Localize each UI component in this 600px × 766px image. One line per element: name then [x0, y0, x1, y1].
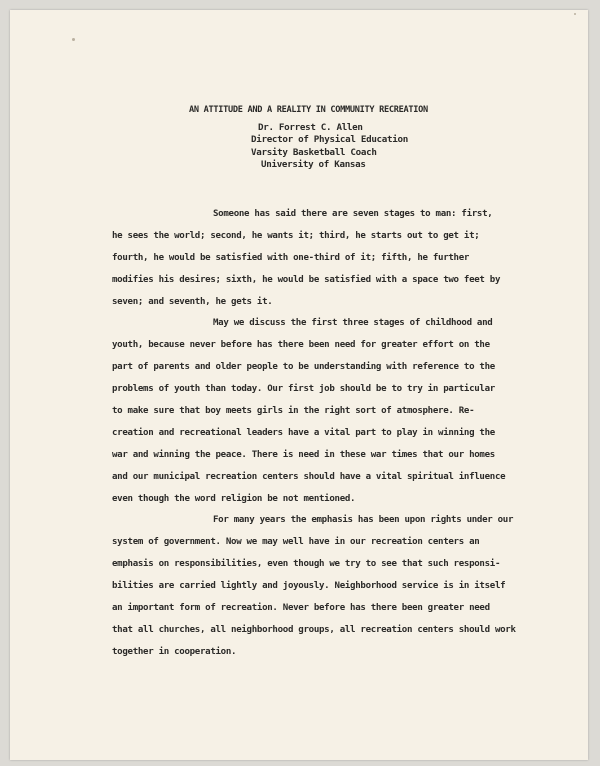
paragraph-2-line-5: to make sure that boy meets girls in the right sort of atmosphere. Re-: [112, 406, 475, 417]
document-page: [10, 10, 588, 760]
paragraph-3-line-2: system of government. Now we may well have in our recreation centers an: [112, 537, 480, 548]
author-role-director: Director of Physical Education: [251, 134, 408, 146]
paragraph-1-line-2: he sees the world; second, he wants it; third, he starts out to get it;: [112, 230, 480, 241]
paragraph-3-line-3: emphasis on responsibilities, even though we try to see that such responsi-: [112, 559, 501, 570]
paragraph-2-line-3: part of parents and older people to be understanding with reference to the: [112, 362, 495, 373]
paragraph-1-line-3: fourth, he would be satisfied with one-third of it; fifth, he further: [112, 252, 470, 263]
paragraph-1-line-5: seven; and seventh, he gets it.: [112, 296, 273, 307]
paragraph-2-line-6: creation and recreational leaders have a vital part to play in winning the: [112, 427, 495, 438]
paragraph-3-line-5: an important form of recreation. Never before has there been greater need: [112, 603, 490, 614]
author-block: [251, 122, 408, 172]
author-role-coach: Varsity Basketball Coach: [251, 146, 377, 158]
paragraph-3-line-7: together in cooperation.: [112, 646, 237, 657]
paragraph-2-line-1: May we discuss the first three stages of childhood and: [213, 318, 493, 329]
paragraph-3-line-6: that all churches, all neighborhood groups, all recreation centers should work: [112, 624, 516, 635]
paragraph-2-line-7: war and winning the peace. There is need in these war times that our homes: [112, 449, 495, 460]
paragraph-1-line-4: modifies his desires; sixth, he would be satisfied with a space two feet by: [112, 274, 501, 285]
document-body: [112, 204, 532, 664]
paper-speck: [574, 13, 576, 15]
paragraph-2-line-9: even though the word religion be not mentioned.: [112, 493, 356, 504]
paragraph-2-line-8: and our municipal recreation centers should have a vital spiritual influence: [112, 471, 506, 482]
paragraph-3-line-1: For many years the emphasis has been upon rights under our: [213, 515, 514, 526]
paragraph-3-line-4: bilities are carried lightly and joyously. Neighborhood service is in itself: [112, 581, 506, 592]
paragraph-1-line-1: Someone has said there are seven stages to man: first,: [213, 209, 493, 219]
paragraph-2-line-4: problems of youth than today. Our first job should be to try in particular: [112, 384, 495, 395]
author-name: Dr. Forrest C. Allen: [258, 122, 363, 133]
document-title: AN ATTITUDE AND A REALITY IN COMMUNITY RECREATION: [189, 105, 428, 115]
paper-speck: [72, 38, 75, 41]
paragraph-2-line-2: youth, because never before has there been need for greater effort on the: [112, 340, 490, 351]
author-institution: University of Kansas: [261, 159, 366, 171]
